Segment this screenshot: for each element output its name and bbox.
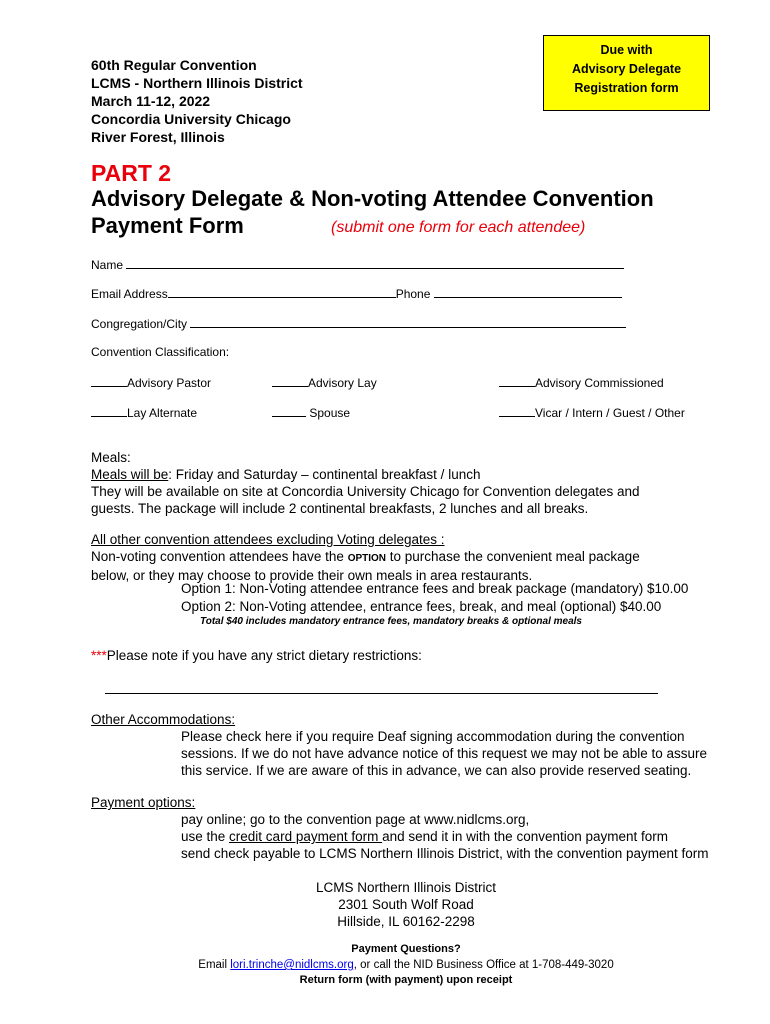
address-line: 2301 South Wolf Road [338,897,474,912]
class-label: Advisory Commissioned [535,376,664,390]
due-line: Registration form [574,81,679,95]
class-advisory-lay[interactable] [272,374,377,390]
payment-line: pay online; go to the convention page at www.nidlcms.org, [181,812,530,827]
payment-options [181,811,741,862]
dietary-text: Please note if you have any strict dietary restrictions: [106,648,422,663]
meals-line: guests. The package will include 2 continental breakfasts, 2 lunches and all breaks. [91,501,589,516]
check-blank[interactable] [91,374,127,387]
check-blank[interactable] [499,374,535,387]
contact-line [86,959,726,971]
meals-will-be-line [91,466,731,483]
meals-heading: Meals: [91,450,131,465]
submit-note: (submit one form for each attendee) [331,219,586,236]
check-blank[interactable] [91,404,127,417]
phone-label: Phone [395,287,431,301]
class-label: Lay Alternate [127,406,198,420]
due-line: Due with [600,43,653,57]
header-line: Concordia University Chicago [91,111,291,127]
email-link[interactable]: lori.trinche@nidlcms.org [230,959,354,971]
option-word: OPTION [347,553,387,564]
dietary-stars: *** [91,648,107,663]
option2-text: Option 2: Non-Voting attendee, entrance fees, break, and meal (optional) $40.00 [181,599,662,614]
contact-text: , or call the NID Business Office at 1-708-449-3020 [353,959,614,971]
congregation-input[interactable] [190,315,626,328]
form-title-line1: Advisory Delegate & Non-voting Attendee Convention [91,186,654,211]
class-advisory-pastor[interactable] [91,374,211,390]
header-line: 60th Regular Convention [91,57,257,73]
accommodations-body[interactable] [181,728,741,779]
class-advisory-commissioned[interactable] [499,374,664,390]
part-label: PART 2 [91,160,172,186]
others-line: below, or they may choose to provide their own meals in area restaurants. [91,568,533,583]
name-label: Name [91,258,124,272]
check-blank[interactable] [272,374,308,387]
class-label: Spouse [309,406,351,420]
others-section [91,531,731,584]
class-lay-alternate[interactable] [91,404,197,420]
total-note: Total $40 includes mandatory entrance fees, mandatory breaks & optional meals [200,616,582,627]
others-text: Non-voting convention attendees have the [91,549,348,564]
form-title-line2: Payment Form [91,213,244,238]
congregation-row [91,315,636,331]
name-input[interactable] [126,256,624,269]
payment-text: and send it in with the convention payment form [382,829,669,844]
header-line: March 11-12, 2022 [91,93,211,109]
meals-section [91,449,731,517]
congregation-label: Congregation/City [91,317,188,331]
class-vicar-intern-guest-other[interactable] [499,404,685,420]
name-row [91,256,631,272]
email-input[interactable] [168,285,396,298]
class-label: Advisory Pastor [127,376,212,390]
classification-label: Convention Classification: [91,345,230,359]
email-label: Email Address [91,287,168,301]
email-phone-row [91,285,636,301]
contact-text: Email [198,959,231,971]
option1-text: Option 1: Non-Voting attendee entrance fees and break package (mandatory) $10.00 [181,581,689,596]
phone-input[interactable] [434,285,622,298]
credit-card-form-link[interactable]: credit card payment form [229,829,383,844]
return-note: Return form (with payment) upon receipt [299,974,513,986]
check-blank[interactable] [272,404,306,417]
meals-will-be-label: Meals will be [91,467,169,482]
check-blank[interactable] [499,404,535,417]
class-spouse[interactable] [272,404,350,420]
payment-questions: Payment Questions? [351,943,461,955]
class-label: Advisory Lay [308,376,377,390]
address-line: Hillside, IL 60162-2298 [337,914,475,929]
district-address [206,879,606,930]
meals-line: They will be available on site at Concordia University Chicago for Convention delegates and [91,484,640,499]
accommodations-line: sessions. If we do not have advance notice of this request we may not be able to assure [181,746,708,761]
accommodations-line: Please check here if you require Deaf signing accommodation during the convention [181,729,685,744]
payment-text: use the [181,829,230,844]
others-line [91,548,731,567]
dietary-note [91,647,422,664]
others-text: to purchase the convenient meal package [386,549,640,564]
payment-line: send check payable to LCMS Northern Illinois District, with the convention payment form [181,846,709,861]
header-line: River Forest, Illinois [91,129,225,145]
accommodations-heading: Other Accommodations: [91,712,236,727]
payment-line [181,828,741,845]
others-heading: All other convention attendees excluding Voting delegates : [91,532,445,547]
address-line: LCMS Northern Illinois District [315,880,497,895]
due-with-box [543,35,710,111]
convention-header [91,56,303,146]
accommodations-line: this service. If we are aware of this in advance, we can also provide reserved seating. [181,763,692,778]
payment-heading: Payment options: [91,795,196,810]
class-label: Vicar / Intern / Guest / Other [535,406,685,420]
header-line: LCMS - Northern Illinois District [91,75,303,91]
dietary-input[interactable] [105,693,658,694]
due-line: Advisory Delegate [571,62,682,76]
meals-will-be-text: : Friday and Saturday – continental breakfast / lunch [168,467,481,482]
